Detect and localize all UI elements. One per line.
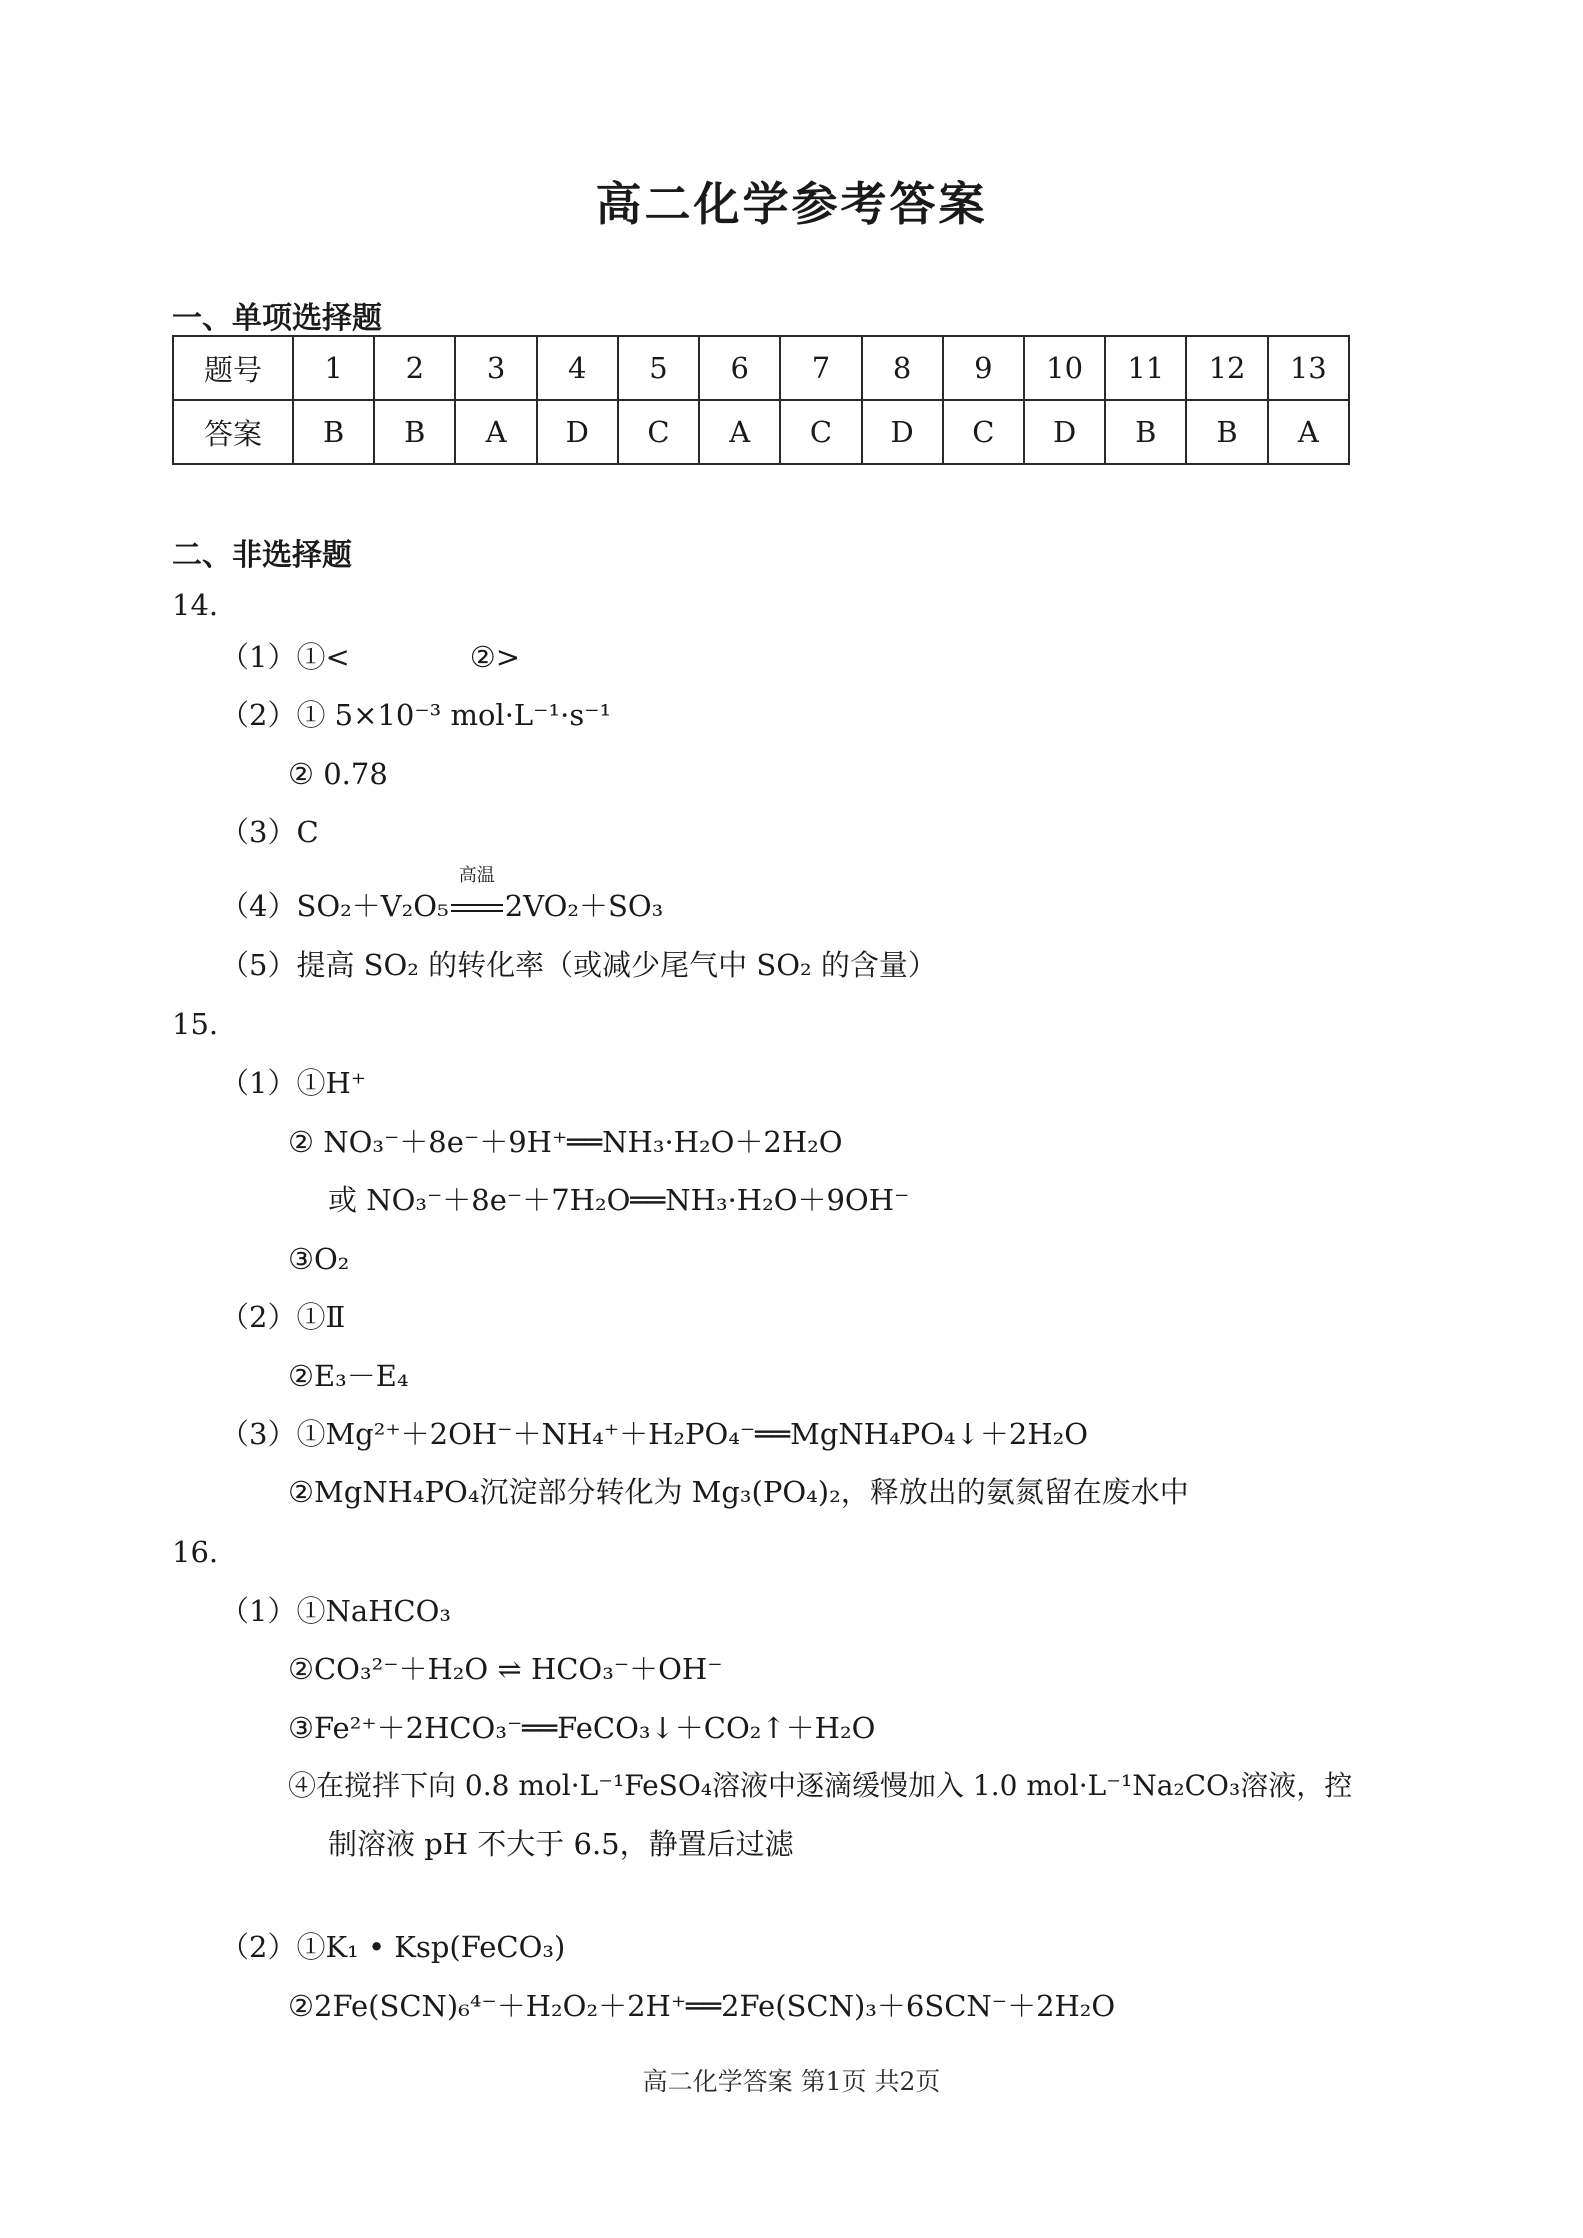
table-cell: 2 (374, 336, 455, 400)
table-cell: 8 (862, 336, 943, 400)
answer-text: ① 5×10⁻³ mol·L⁻¹·s⁻¹ (296, 698, 612, 732)
q16-part2-sub2: ②2Fe(SCN)₆⁴⁻＋H₂O₂＋2H⁺══2Fe(SCN)₃＋6SCN⁻＋2H₂O (288, 1989, 1116, 2023)
answer-text: ①Ⅱ (296, 1300, 346, 1334)
q14-part2 (220, 698, 611, 732)
q15-part1-sub2: ② NO₃⁻＋8e⁻＋9H⁺══NH₃·H₂O＋2H₂O (288, 1125, 843, 1159)
part-label: （3） (220, 1417, 297, 1451)
equation-right: 2VO₂＋SO₃ (504, 889, 664, 923)
table-cell: A (455, 400, 536, 464)
part-label: （1） (220, 640, 297, 674)
answer-text: ①< (296, 640, 350, 674)
table-cell: D (1024, 400, 1105, 464)
q15-part3-sub2: ②MgNH₄PO₄沉淀部分转化为 Mg₃(PO₄)₂，释放出的氨氮留在废水中 (288, 1475, 1189, 1509)
equation-left: SO₂＋V₂O₅ (296, 889, 449, 923)
part-label: （2） (220, 1930, 297, 1964)
table-cell: 5 (618, 336, 699, 400)
reaction-condition (449, 865, 505, 923)
part-label: （2） (220, 1300, 297, 1334)
condition-label: 高温 (458, 865, 495, 886)
question-number-14: 14. (172, 588, 219, 622)
table-cell: D (537, 400, 618, 464)
table-cell: B (1105, 400, 1186, 464)
question-number-16: 16. (172, 1535, 219, 1569)
table-cell: B (1186, 400, 1267, 464)
q16-part2 (220, 1930, 565, 1964)
q14-part1 (220, 640, 520, 674)
q16-part1-sub3: ③Fe²⁺＋2HCO₃⁻══FeCO₃↓＋CO₂↑＋H₂O (288, 1711, 876, 1745)
question-number-15: 15. (172, 1007, 219, 1041)
q14-part2-sub2: ② 0.78 (288, 757, 388, 791)
row-label-answers: 答案 (173, 400, 293, 464)
q16-part1-sub4: ④在搅拌下向 0.8 mol·L⁻¹FeSO₄溶液中逐滴缓慢加入 1.0 mol·L⁻¹Na₂CO₃溶液，控 (288, 1769, 1353, 1802)
table-cell: D (862, 400, 943, 464)
table-cell: 7 (780, 336, 861, 400)
table-cell: C (780, 400, 861, 464)
table-cell: 1 (293, 336, 374, 400)
table-cell: C (943, 400, 1024, 464)
table-cell: 4 (537, 336, 618, 400)
q15-part1-sub3: ③O₂ (288, 1242, 350, 1276)
answer-text: ①H⁺ (296, 1066, 367, 1100)
q15-part2-sub2: ②E₃－E₄ (288, 1359, 409, 1393)
q14-part5: （5）提高 SO₂ 的转化率（或减少尾气中 SO₂ 的含量） (220, 948, 937, 982)
multiple-choice-answer-table (172, 335, 1350, 465)
table-row-answers (173, 400, 1349, 464)
q16-part1 (220, 1594, 451, 1628)
answer-text: ①NaHCO₃ (296, 1594, 451, 1628)
q15-part2 (220, 1300, 345, 1334)
table-cell: 10 (1024, 336, 1105, 400)
row-label-numbers: 题号 (173, 336, 293, 400)
part-label: （1） (220, 1594, 297, 1628)
table-cell: B (293, 400, 374, 464)
part-label: （1） (220, 1066, 297, 1100)
answer-text: ②> (469, 640, 521, 674)
q14-part3: （3）C (220, 815, 319, 849)
table-cell: 12 (1186, 336, 1267, 400)
answer-text: ①Mg²⁺＋2OH⁻＋NH₄⁺＋H₂PO₄⁻══MgNH₄PO₄↓＋2H₂O (296, 1417, 1089, 1451)
table-cell: C (618, 400, 699, 464)
table-cell: 6 (699, 336, 780, 400)
q16-part1-sub2: ②CO₃²⁻＋H₂O ⇌ HCO₃⁻＋OH⁻ (288, 1652, 723, 1686)
table-cell: 13 (1268, 336, 1349, 400)
part-label: （4） (220, 889, 297, 923)
q15-part1-sub2-alt: 或 NO₃⁻＋8e⁻＋7H₂O══NH₃·H₂O＋9OH⁻ (328, 1183, 910, 1217)
page-footer: 高二化学答案 第1页 共2页 (642, 2067, 941, 2096)
table-cell: 3 (455, 336, 536, 400)
answer-text: ①K₁ • Ksp(FeCO₃) (296, 1930, 566, 1964)
table-cell: A (1268, 400, 1349, 464)
q14-part4 (220, 865, 664, 923)
table-cell: B (374, 400, 455, 464)
equals-sign (451, 904, 503, 912)
q15-part1 (220, 1066, 366, 1100)
section-heading-free-response: 二、非选择题 (172, 538, 352, 573)
q16-part1-sub4-cont: 制溶液 pH 不大于 6.5，静置后过滤 (328, 1827, 794, 1861)
table-cell: A (699, 400, 780, 464)
table-row-numbers (173, 336, 1349, 400)
page-title: 高二化学参考答案 (595, 177, 988, 231)
section-heading-multiple-choice: 一、单项选择题 (172, 301, 382, 336)
part-label: （2） (220, 698, 297, 732)
table-cell: 9 (943, 336, 1024, 400)
q15-part3 (220, 1417, 1088, 1451)
table-cell: 11 (1105, 336, 1186, 400)
